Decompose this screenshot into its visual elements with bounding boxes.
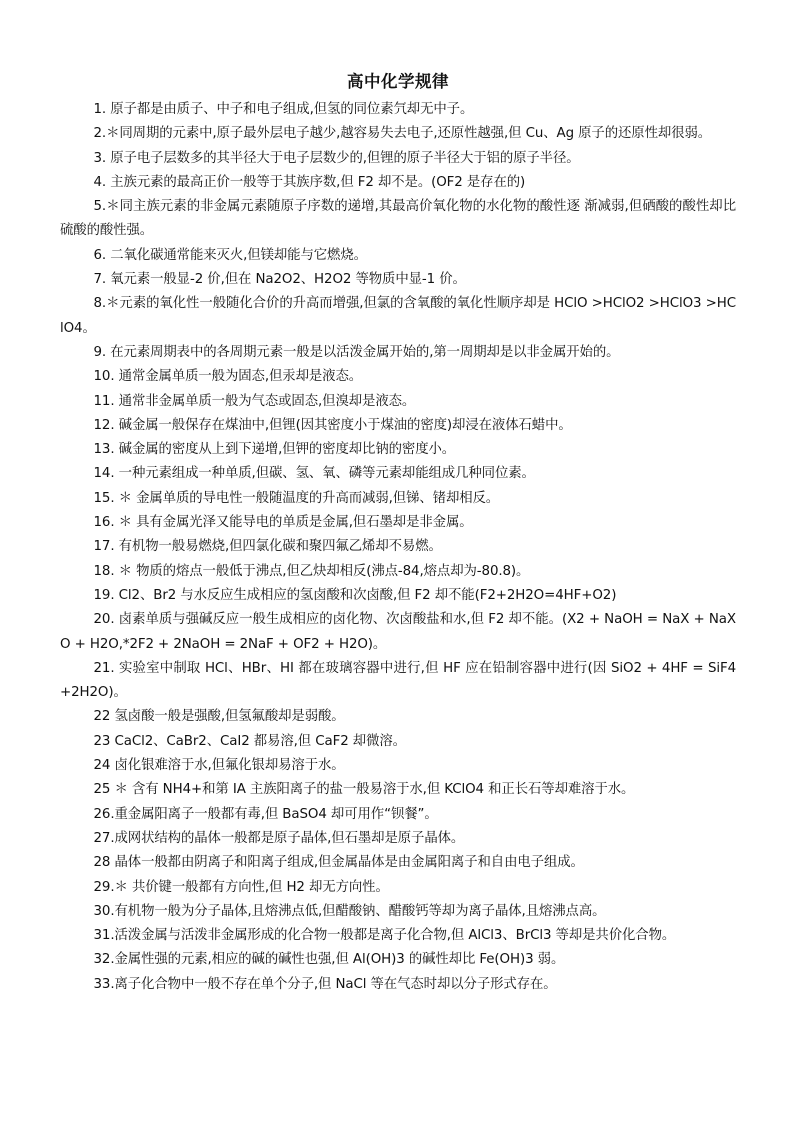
rule-item: 17. 有机物一般易燃烧,但四氯化碳和聚四氟乙烯却不易燃。 <box>93 539 442 555</box>
rule-list <box>60 98 736 997</box>
rule-item: 33.离子化合物中一般不存在单个分子,但 NaCl 等在气态时却以分子形式存在。 <box>93 976 557 992</box>
rule-item: 6. 二氧化碳通常能来灭火,但镁却能与它燃烧。 <box>93 247 367 263</box>
rule-item: 12. 碱金属一般保存在煤油中,但锂(因其密度小于煤油的密度)却浸在液体石蜡中。 <box>93 417 572 433</box>
rule-item: 1. 原子都是由质子、中子和电子组成,但氢的同位素氕却无中子。 <box>93 102 474 117</box>
document-page <box>60 70 736 997</box>
rule-item: 23 CaCl2、CaBr2、CaI2 都易溶,但 CaF2 却微溶。 <box>93 733 406 749</box>
rule-item: 13. 碱金属的密度从上到下递增,但钾的密度却比钠的密度小。 <box>93 442 456 458</box>
rule-item: 11. 通常非金属单质一般为气态或固态,但溴却是液态。 <box>93 393 416 409</box>
rule-item: 2.＊同周期的元素中,原子最外层电子越少,越容易失去电子,还原性越强,但 Cu、Ag 原子的还原性却很弱。 <box>93 126 712 142</box>
rule-item: 29.＊ 共价键一般都有方向性,但 H2 却无方向性。 <box>93 879 389 895</box>
rule-item: 7. 氧元素一般显-2 价,但在 Na2O2、H2O2 等物质中显-1 价。 <box>93 272 466 288</box>
rule-item: 26.重金属阳离子一般都有毒,但 BaSO4 却可用作“钡餐”。 <box>93 806 438 822</box>
rule-item: 25 ＊ 含有 NH4+和第 IA 主族阳离子的盐一般易溶于水,但 KClO4 和正长石等却难溶于水。 <box>93 782 635 798</box>
rule-item: 8.＊元素的氧化性一般随化合价的升高而增强,但氯的含氧酸的氧化性顺序却是 HClO >HClO2 >HClO3 >HClO4。 <box>60 296 736 336</box>
rule-item: 28 晶体一般都由阴离子和阳离子组成,但金属晶体是由金属阳离子和自由电子组成。 <box>93 855 584 871</box>
rule-item: 5.＊同主族元素的非金属元素随原子序数的递增,其最高价氧化物的水化物的酸性逐 渐减弱,但硒酸的酸性却比硫酸的酸性强。 <box>60 199 736 239</box>
rule-item: 31.活泼金属与活泼非金属形成的化合物一般都是离子化合物,但 AlCl3、BrCl3 等却是共价化合物。 <box>93 928 676 944</box>
rule-item: 18. ＊ 物质的熔点一般低于沸点,但乙炔却相反(沸点-84,熔点却为-80.8)。 <box>93 563 530 579</box>
rule-item: 32.金属性强的元素,相应的碱的碱性也强,但 Al(OH)3 的碱性却比 Fe(OH)3 弱。 <box>93 952 565 968</box>
rule-item: 24 卤化银难溶于水,但氟化银却易溶于水。 <box>93 758 345 774</box>
rule-item: 21. 实验室中制取 HCl、HBr、HI 都在玻璃容器中进行,但 HF 应在铅制容器中进行(因 SiO2 + 4HF = SiF4 +2H2O)。 <box>60 660 736 701</box>
rule-item: 15. ＊ 金属单质的导电性一般随温度的升高而减弱,但锑、锗却相反。 <box>93 490 500 506</box>
rule-item: 16. ＊ 具有金属光泽又能导电的单质是金属,但石墨却是非金属。 <box>93 515 473 531</box>
rule-item: 14. 一种元素组成一种单质,但碳、氢、氧、磷等元素却能组成几种同位素。 <box>93 466 535 482</box>
rule-item: 19. Cl2、Br2 与水反应生成相应的氢卤酸和次卤酸,但 F2 却不能(F2+2H2O=4HF+O2) <box>93 587 617 603</box>
rule-item: 20. 卤素单质与强碱反应一般生成相应的卤化物、次卤酸盐和水,但 F2 却不能。(X2 + NaOH = NaX + NaXO + H2O,*2F2 + 2NaOH = 2NaF + OF2 + H2O)。 <box>60 612 736 652</box>
rule-item: 4. 主族元素的最高正价一般等于其族序数,但 F2 却不是。(OF2 是存在的) <box>93 174 526 190</box>
rule-item: 9. 在元素周期表中的各周期元素一般是以活泼金属开始的,第一周期却是以非金属开始的。 <box>93 344 620 360</box>
rule-item: 27.成网状结构的晶体一般都是原子晶体,但石墨却是原子晶体。 <box>93 830 465 846</box>
rule-item: 3. 原子电子层数多的其半径大于电子层数少的,但锂的原子半径大于铝的原子半径。 <box>93 150 580 166</box>
rule-item: 22 氢卤酸一般是强酸,但氢氟酸却是弱酸。 <box>93 709 345 725</box>
rule-item: 30.有机物一般为分子晶体,且熔沸点低,但醋酸钠、醋酸钙等却为离子晶体,且熔沸点高。 <box>93 903 606 919</box>
rule-item: 10. 通常金属单质一般为固态,但汞却是液态。 <box>93 369 363 385</box>
document-title: 高中化学规律 <box>347 72 449 91</box>
